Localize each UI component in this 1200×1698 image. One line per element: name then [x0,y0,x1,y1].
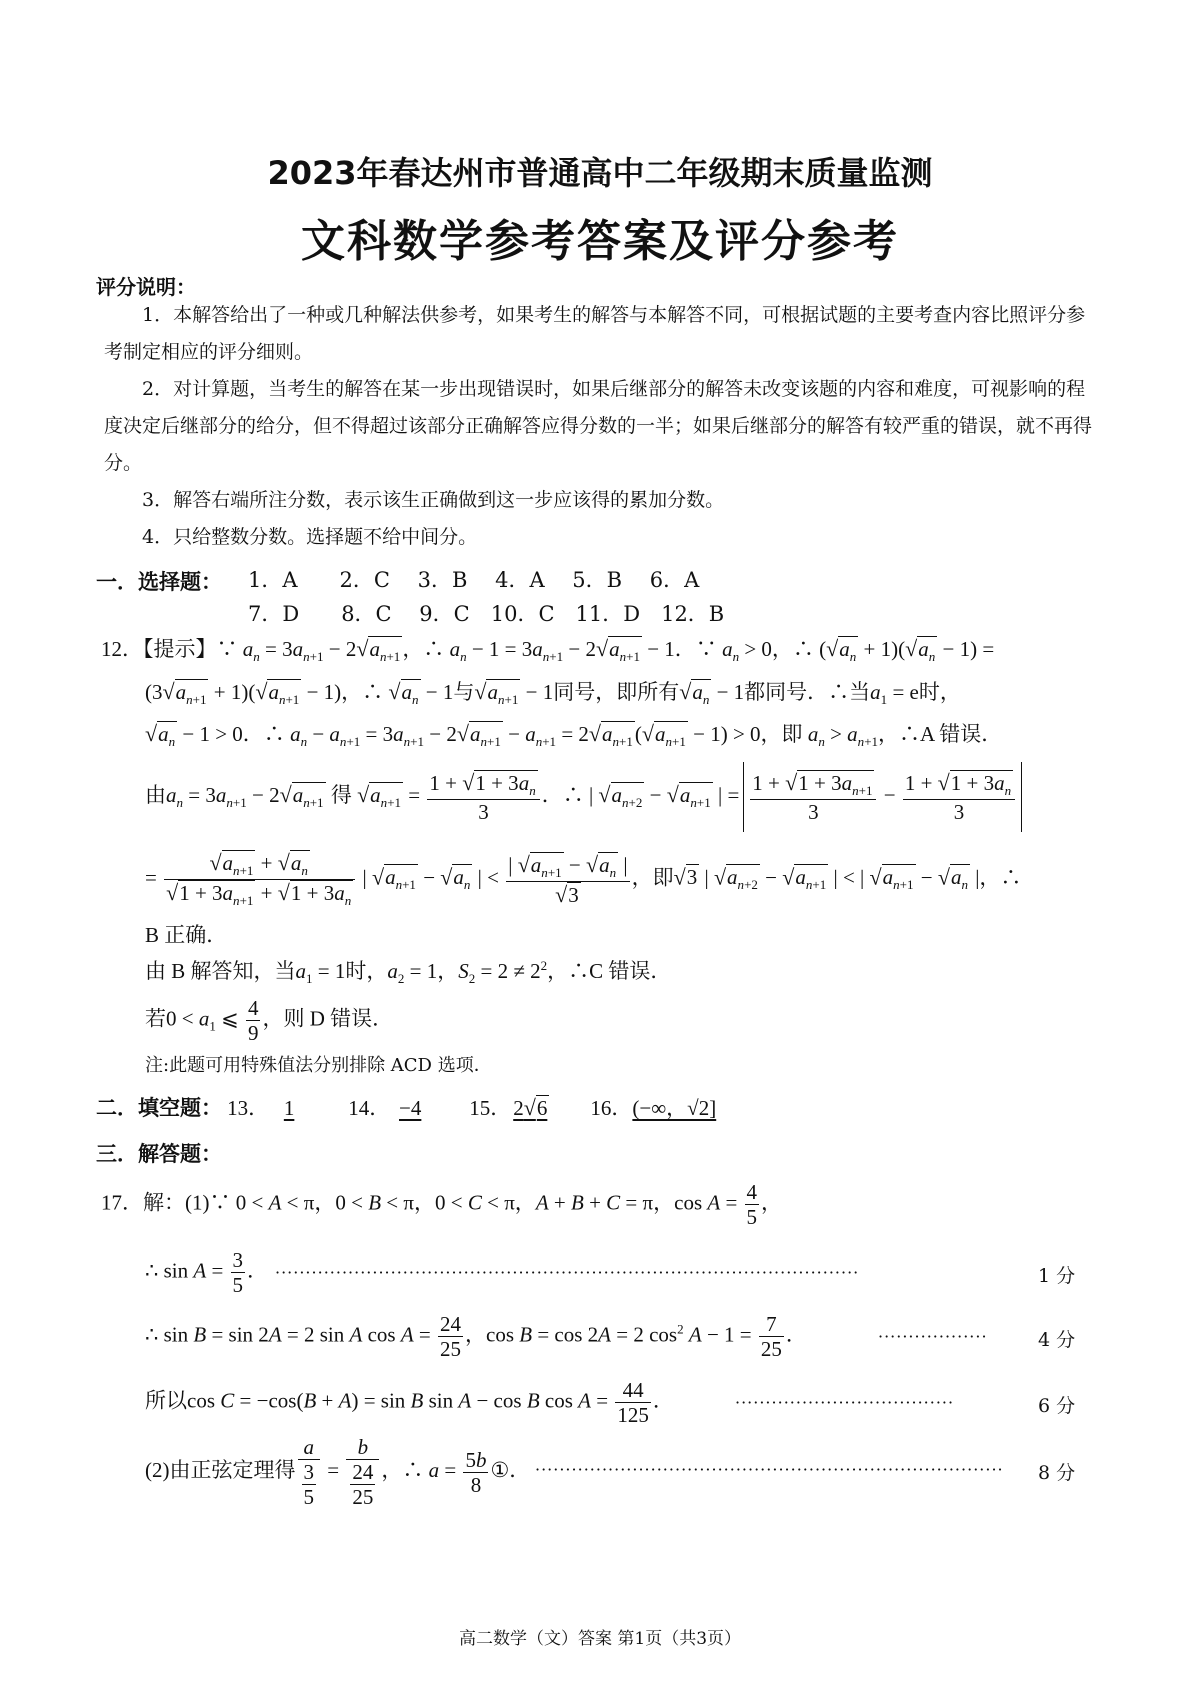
section-solution-label: 三．解答题： [96,1142,222,1166]
choice-answers-row-2: 7．D 8．C 9．C 10．C 11．D 12．B [248,602,725,626]
note-item-4: 4．只给整数分数。选择题不给中间分。 [142,526,478,548]
answer-15: 2√6 [513,1095,548,1120]
section-choice-label: 一．选择题： [96,570,222,594]
q12-line-1: 12．【提示】∵ $a_n = 3a_{n+1} - 2√a_{n+1}$，∴ $a_n - 1 = 3a_{n+1} - 2√a_{n+1} - 1$．∵ $a_n > 0$，∴ $(√a_n + 1)(√a_n - 1)$ = [101,636,995,665]
q17-sin-b: ∴ sin B = sin 2A = 2 sin A cos A = $\frac{24}{25}$ ，cos B = cos 2A = 2 $\cos^2 A - 1$ = $\frac{7}{25}$ ． [145,1312,807,1362]
q17-score-1: 1 分 [1038,1265,1076,1287]
q12-d-line: 若$0 < a_1$ ⩽ $\frac{4}{9}$ ，则 D 错误． [145,996,394,1046]
q17-dots-6: ···································· [735,1393,955,1412]
q17-sin-a: ∴ sin A = $\frac{3}{5}$ ． [145,1248,269,1298]
q17-dots-1: ································································································ [275,1263,860,1282]
note-item-3: 3．解答右端所注分数，表示该生正确做到这一步应该得的累加分数。 [142,489,725,511]
fill-in-row: 二．填空题： 13． 1 14． −4 15．2√6 16．(−∞，√2] [96,1092,716,1122]
section-fill-label: 二．填空题： [96,1096,222,1120]
q17-line-1: 17．解：(1)∵ 0 < A < π，0 < B < π，0 < C < π，A + B + C = π，cos A = $\frac{4}{5}$ ， [101,1180,783,1230]
page-footer: 高二数学（文）答案 第1页（共3页） [458,1629,742,1649]
notes-heading: 评分说明： [96,275,196,299]
note-item-2: 2．对计算题，当考生的解答在某一步出现错误时，如果后继部分的解答未改变该题的内容和难度，可视影响的程度决定后继部分的给分，但不得超过该部分正确解答应得分数的一半；如果后继部分的解答有较严重的错误，就不再得分。 [104,378,1093,474]
q12-b-correct: B 正确． [145,923,228,947]
q17-part-2: (2)由正弦定理得 $\frac{a}{\frac{3}{5}}$ = $\frac{b}{\frac{24}{25}}$ ，∴ a = $\frac{5b}{8}$ ①． [145,1435,531,1510]
q12-line-4: 由$a_n = 3a_{n+1} - 2√a_{n+1}$ 得 $√a_{n+1}$ = $\frac{1 + √1 + 3a_n}{3}$ ．∴ | $√a_{n+2} - √a_{n+1}$ | = $\frac{1 + √1 + 3a_{n+1}}{3}$ − $\frac{1 + √1 + 3a_n}{3}$ [145,762,1026,832]
q17-dots-8: ············································································· [535,1460,1004,1479]
q17-cos-c: 所以cos C = −cos(B + A) = sin B sin A − cos B cos A = $\frac{44}{125}$ ． [145,1378,674,1428]
q17-score-8: 8 分 [1038,1462,1076,1484]
choice-answers-row-1: 1．A 2．C 3．B 4．A 5．B 6．A [248,568,700,592]
answer-13: 1 [283,1096,295,1120]
q12-note: 注:此题可用特殊值法分别排除 ACD 选项． [145,1055,492,1076]
note-item-1: 1．本解答给出了一种或几种解法供参考，如果考生的解答与本解答不同，可根据试题的主要考查内容比照评分参考制定相应的评分细则。 [104,304,1086,363]
q12-line-5: = $\frac{√a_{n+1} + √a_n}{√1 + 3a_{n+1} + √1 + 3a_n}$ | $√a_{n+1} - √a_n$ | < $\frac{| √a_{n+1} - √a_n |}{√3}$ ，即√3 | $√a_{n+2} - √a_{n+1}$ | < | $√a_{n+1} - √a_n$ |，∴ [145,850,1022,909]
q17-score-6: 6 分 [1038,1395,1076,1417]
answer-title: 文科数学参考答案及评分参考 [301,216,899,267]
q12-line-3: $√a_n - 1 > 0$．∴ $a_n - a_{n+1} = 3a_{n+1} - 2√a_{n+1} - a_{n+1} = 2√a_{n+1}(√a_{n+1} - 1) > 0$，即 $a_n > a_{n+1}$，∴A 错误． [145,721,1003,750]
answer-14: −4 [399,1096,422,1120]
q12-line-2: $(3√a_{n+1} + 1)(√a_{n+1} - 1)$，∴ $√a_n - 1$与$√a_{n+1} - 1$同号，即所有$√a_n - 1$都同号．∴当$a_1 = e$时， [145,679,961,708]
answer-16: (−∞，√2] [632,1096,717,1120]
exam-title: 2023年春达州市普通高中二年级期末质量监测 [267,154,933,192]
q12-lead: 12．【提示】 [101,637,217,661]
q12-c-line: 由 B 解答知，当$a_1 = 1$时，$a_2 = 1$，$S_2 = 2 \ne 2^2$，∴C 错误． [145,958,672,987]
q17-dots-4: ·················· [878,1327,988,1346]
q17-score-4: 4 分 [1038,1329,1076,1351]
